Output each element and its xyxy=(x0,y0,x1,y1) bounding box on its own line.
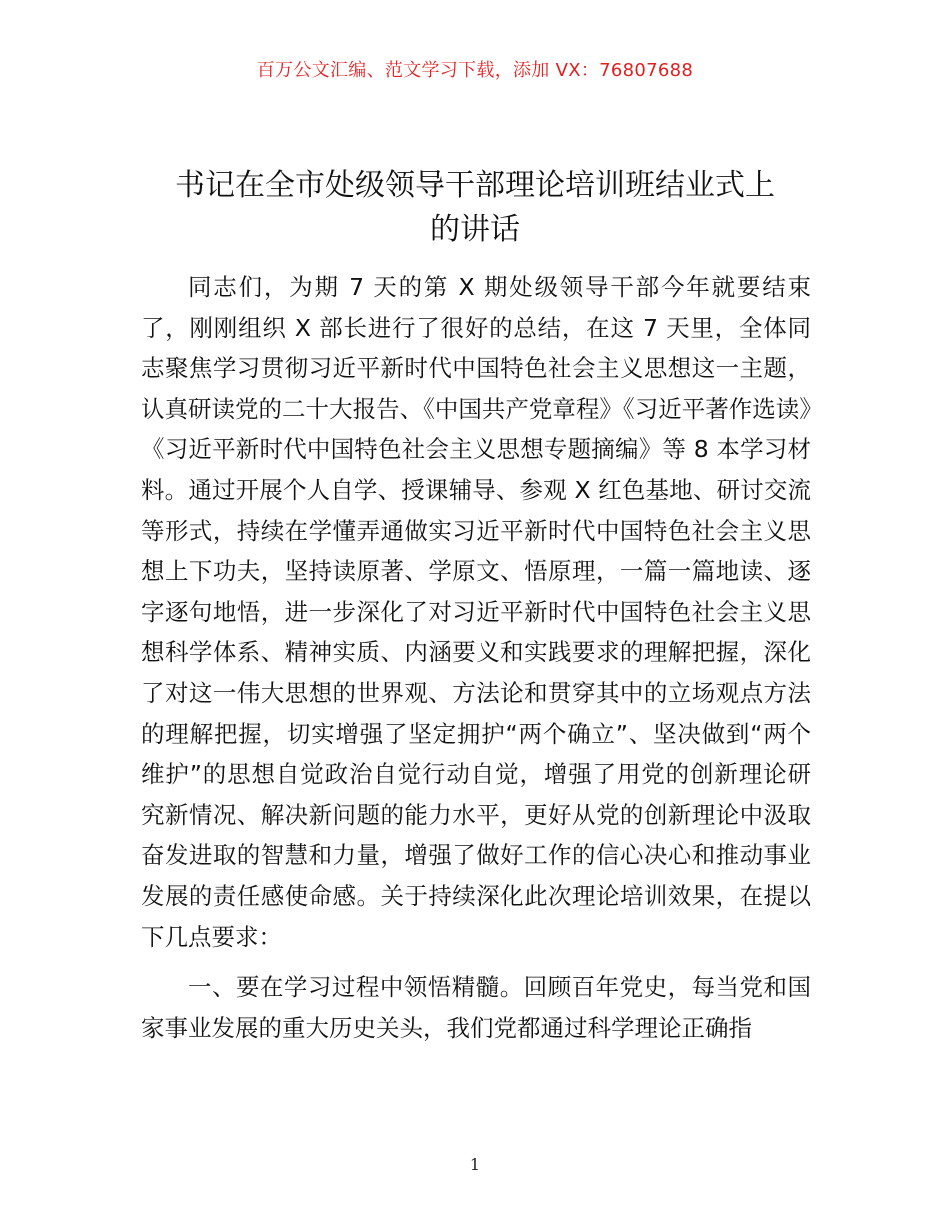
page-number: 1 xyxy=(469,1155,481,1174)
body-paragraph: 一、要在学习过程中领悟精髓。回顾百年党史，每当党和国家事业发展的重大历史关头，我们党都通过科学理论正确指 xyxy=(141,973,811,1042)
document-body xyxy=(141,267,811,1048)
body-paragraph: 同志们，为期 7 天的第 X 期处级领导干部今年就要结束了，刚刚组织 X 部长进行了很好的总结，在这 7 天里，全体同志聚焦学习贯彻习近平新时代中国特色社会主义思想这一主题，认真研读党的二十大报告、《中国共产党章程》《习近平著作选读》《习近平新时代中国特色社会主义思想专题摘编》等 8 本学习材料。通过开展个人自学、授课辅导、参观 X 红色基地、研讨交流等形式，持续在学懂弄通做实习近平新时代中国特色社会主义思想上下功夫，坚持读原著、学原文、悟原理，一篇一篇地读、逐字逐句地悟，进一步深化了对习近平新时代中国特色社会主义思想科学体系、精神实质、内涵要义和实践要求的理解把握，深化了对这一伟大思想的世界观、方法论和贯穿其中的立场观点方法的理解把握，切实增强了坚定拥护“两个确立”、坚决做到“两个维护”的思想自觉政治自觉行动自觉，增强了用党的创新理论研究新情况、解决新问题的能力水平，更好从党的创新理论中汲取奋发进取的智慧和力量，增强了做好工作的信心决心和推动事业发展的责任感使命感。关于持续深化此次理论培训效果，在提以下几点要求： xyxy=(141,273,811,951)
document-title xyxy=(130,164,820,252)
header-banner: 百万公文汇编、范文学习下载，添加 VX：76807688 xyxy=(256,60,694,81)
document-title-line-1: 书记在全市处级领导干部理论培训班结业式上 xyxy=(175,168,775,203)
document-title-line-2: 的讲话 xyxy=(430,212,520,247)
